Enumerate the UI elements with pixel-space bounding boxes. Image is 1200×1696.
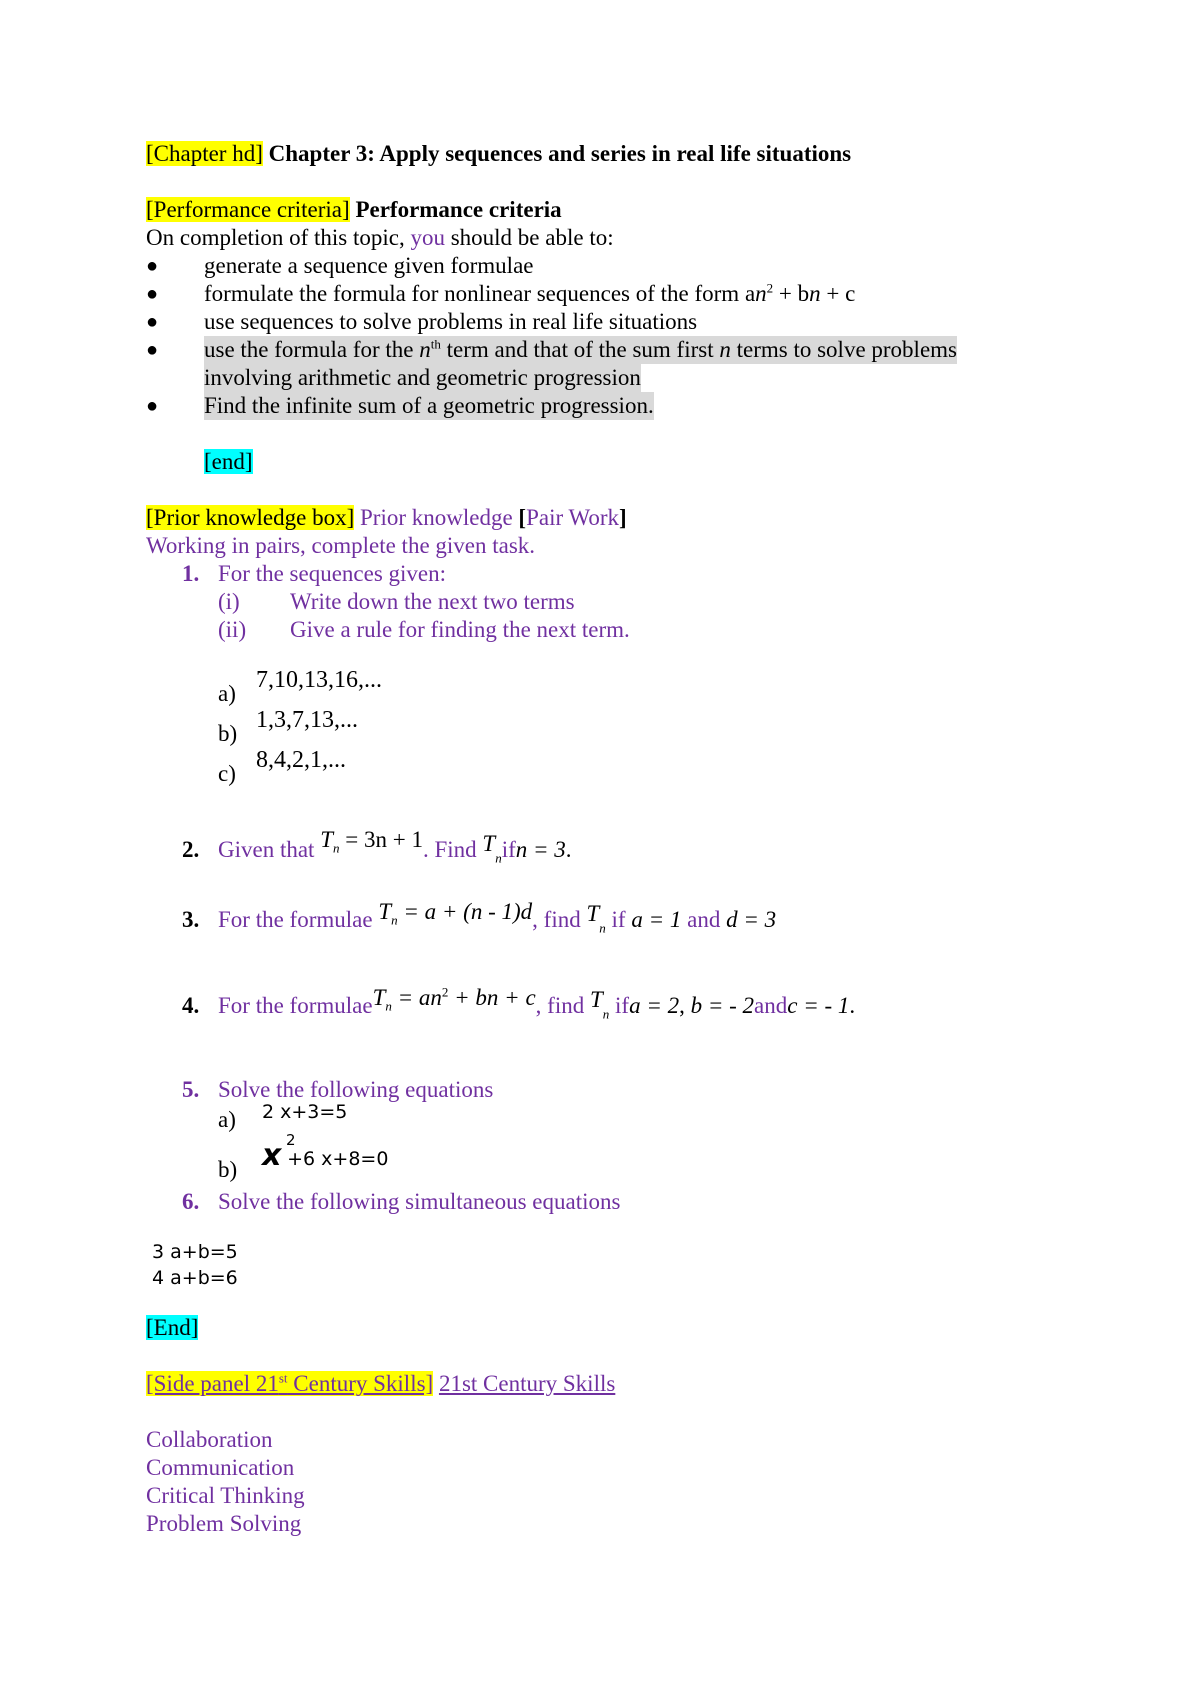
bullet-icon: ● bbox=[146, 255, 159, 277]
side-panel-heading: [Side panel 21st Century Skills] 21st Century Skills bbox=[146, 1370, 616, 1396]
list-item-continued: involving arithmetic and geometric progression bbox=[204, 365, 641, 390]
question-6: 6. Solve the following simultaneous equations bbox=[182, 1189, 621, 1214]
equation-a: 2 x+3=5 bbox=[262, 1101, 348, 1123]
skill-item: Collaboration bbox=[146, 1427, 273, 1452]
bullet-icon: ● bbox=[146, 395, 159, 417]
question-2: 2. Given that $T_n = 3n + 1$. Find $T_nifn = 3$. bbox=[182, 827, 572, 866]
performance-heading bbox=[146, 196, 562, 224]
side-panel-tag: [Side panel 21st Century Skills] bbox=[146, 1370, 434, 1396]
prior-knowledge-heading: [Prior knowledge box] Prior knowledge [Pair Work] bbox=[146, 505, 627, 530]
simultaneous-equation-1: 3 a+b=5 bbox=[152, 1241, 238, 1263]
intro-you: you bbox=[410, 225, 445, 250]
list-item: ● Find the infinite sum of a geometric progression. bbox=[146, 393, 654, 418]
question-3: 3. For the formulae $T_n = a + (n - 1)d$, find $T_n$ if a = 1 and d = 3 bbox=[182, 899, 777, 936]
sequence-c: 8,4,2,1,... bbox=[256, 747, 346, 773]
performance-intro: On completion of this topic, you should be able to: bbox=[146, 225, 614, 250]
simultaneous-equation-2: 4 a+b=6 bbox=[152, 1267, 238, 1289]
equation-b-label: b) bbox=[218, 1157, 238, 1182]
sub-item-ii: (ii) Give a rule for finding the next term. bbox=[218, 617, 630, 642]
sequence-b: 1,3,7,13,... bbox=[256, 707, 358, 733]
list-item: ● formulate the formula for nonlinear sequences of the form $an^2$ + bn + c bbox=[146, 280, 856, 306]
performance-title: Performance criteria bbox=[355, 197, 562, 222]
prior-end-marker: [End] bbox=[146, 1315, 199, 1340]
list-item: ● use the formula for the $n^{th}$ term and that of the sum first n terms to solve problems bbox=[146, 336, 957, 362]
list-item: ● generate a sequence given formulae bbox=[146, 253, 534, 278]
question-1: 1. For the sequences given: bbox=[182, 561, 447, 586]
sequence-a: 7,10,13,16,... bbox=[256, 667, 382, 693]
skill-item: Communication bbox=[146, 1455, 295, 1480]
sequence-a-label: a) bbox=[218, 681, 236, 706]
list-item: ● use sequences to solve problems in real life situations bbox=[146, 309, 698, 334]
chapter-title: Chapter 3: Apply sequences and series in real life situations bbox=[268, 141, 852, 166]
equation-a-label: a) bbox=[218, 1107, 236, 1132]
performance-tag: [Performance criteria] bbox=[146, 197, 350, 222]
sequence-c-label: c) bbox=[218, 761, 236, 786]
chapter-tag: [Chapter hd] bbox=[146, 141, 263, 166]
sequence-b-label: b) bbox=[218, 721, 238, 746]
chapter-heading bbox=[146, 140, 851, 168]
sub-item-i: (i) Write down the next two terms bbox=[218, 589, 575, 614]
prior-intro: Working in pairs, complete the given task. bbox=[146, 533, 536, 558]
equation-b: x 2 +6 x+8=0 bbox=[262, 1131, 389, 1173]
question-5: 5. Solve the following equations bbox=[182, 1077, 494, 1102]
bullet-icon: ● bbox=[146, 283, 159, 305]
end-marker: [end] bbox=[204, 449, 253, 474]
bullet-icon: ● bbox=[146, 339, 159, 361]
question-4: 4. For the formulaeT$_n$ = $an^2$ + bn + c, find $T_n$ ifa = 2, b = - 2andc = - 1. bbox=[182, 984, 856, 1022]
prior-tag: [Prior knowledge box] bbox=[146, 505, 355, 530]
skill-item: Critical Thinking bbox=[146, 1483, 305, 1508]
bullet-icon: ● bbox=[146, 311, 159, 333]
skill-item: Problem Solving bbox=[146, 1511, 302, 1536]
